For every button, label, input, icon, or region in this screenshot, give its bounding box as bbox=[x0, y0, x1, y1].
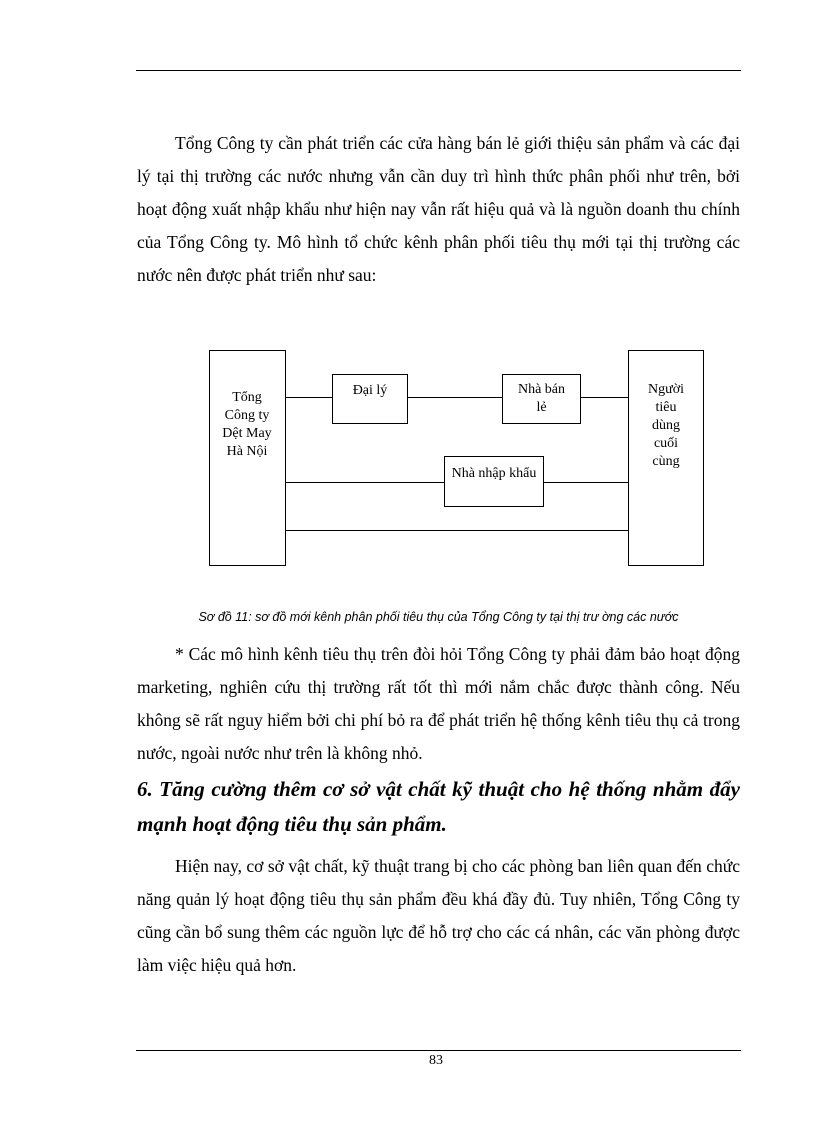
retailer-box bbox=[502, 374, 581, 424]
agent-label: Đại lý bbox=[352, 383, 388, 398]
connector-retailer-consumer bbox=[580, 397, 629, 398]
source-label: Tổng Công ty Dệt May Hà Nội bbox=[222, 390, 272, 459]
header-rule bbox=[136, 70, 741, 71]
section-heading: 6. Tăng cường thêm cơ sở vật chất kỹ thuật cho hệ thống nhằm đẩy mạnh hoạt động tiêu thụ sản phẩm. bbox=[137, 777, 740, 836]
intro-paragraph: Tổng Công ty cần phát triển các cửa hàng bán lẻ giới thiệu sản phẩm và các đại lý tại thị trường các nước nhưng vẫn cần duy trì hình thức phân phối như trên, bởi hoạt động xuất nhập khẩu như hiện nay vẫn rất hiệu quả và là nguồn doanh thu chính của Tổng Công ty. Mô hình tổ chức kênh phân phối tiêu thụ mới tại thị trường các nước nên được phát triển như sau: bbox=[137, 133, 740, 285]
connector-source-agent bbox=[285, 397, 333, 398]
connector-importer-consumer bbox=[543, 482, 629, 483]
consumer-box bbox=[628, 350, 704, 566]
connector-source-importer bbox=[285, 482, 445, 483]
retailer-label: Nhà bán lẻ bbox=[517, 382, 566, 415]
source-box bbox=[209, 350, 286, 566]
diagram-caption: Sơ đồ 11: sơ đồ mới kênh phân phối tiêu thụ của Tổng Công ty tại thị trư ờng các nước bbox=[198, 610, 679, 624]
consumer-label: Người tiêu dùng cuối cùng bbox=[648, 382, 684, 469]
agent-box bbox=[332, 374, 408, 424]
connector-agent-retailer bbox=[407, 397, 503, 398]
note-paragraph: * Các mô hình kênh tiêu thụ trên đòi hỏi Tổng Công ty phải đảm bảo hoạt động marketing, nghiên cứu thị trường rất tốt thì mới nắm chắc được thành công. Nếu không sẽ rất nguy hiểm bởi chi phí bỏ ra để phát triển hệ thống kênh tiêu thụ cả trong nước, ngoài nước như trên là không nhỏ. bbox=[137, 644, 740, 763]
connector-source-consumer-direct bbox=[285, 530, 629, 531]
page-number: 83 bbox=[429, 1053, 443, 1068]
importer-box bbox=[444, 456, 544, 507]
footer-rule bbox=[136, 1050, 741, 1051]
body-paragraph: Hiện nay, cơ sở vật chất, kỹ thuật trang bị cho các phòng ban liên quan đến chức năng quản lý hoạt động tiêu thụ sản phẩm đều khá đầy đủ. Tuy nhiên, Tổng Công ty cũng cần bổ sung thêm các nguồn lực để hỗ trợ cho các cá nhân, các văn phòng được làm việc hiệu quả hơn. bbox=[137, 856, 740, 975]
importer-label: Nhà nhập khẩu bbox=[451, 466, 537, 481]
